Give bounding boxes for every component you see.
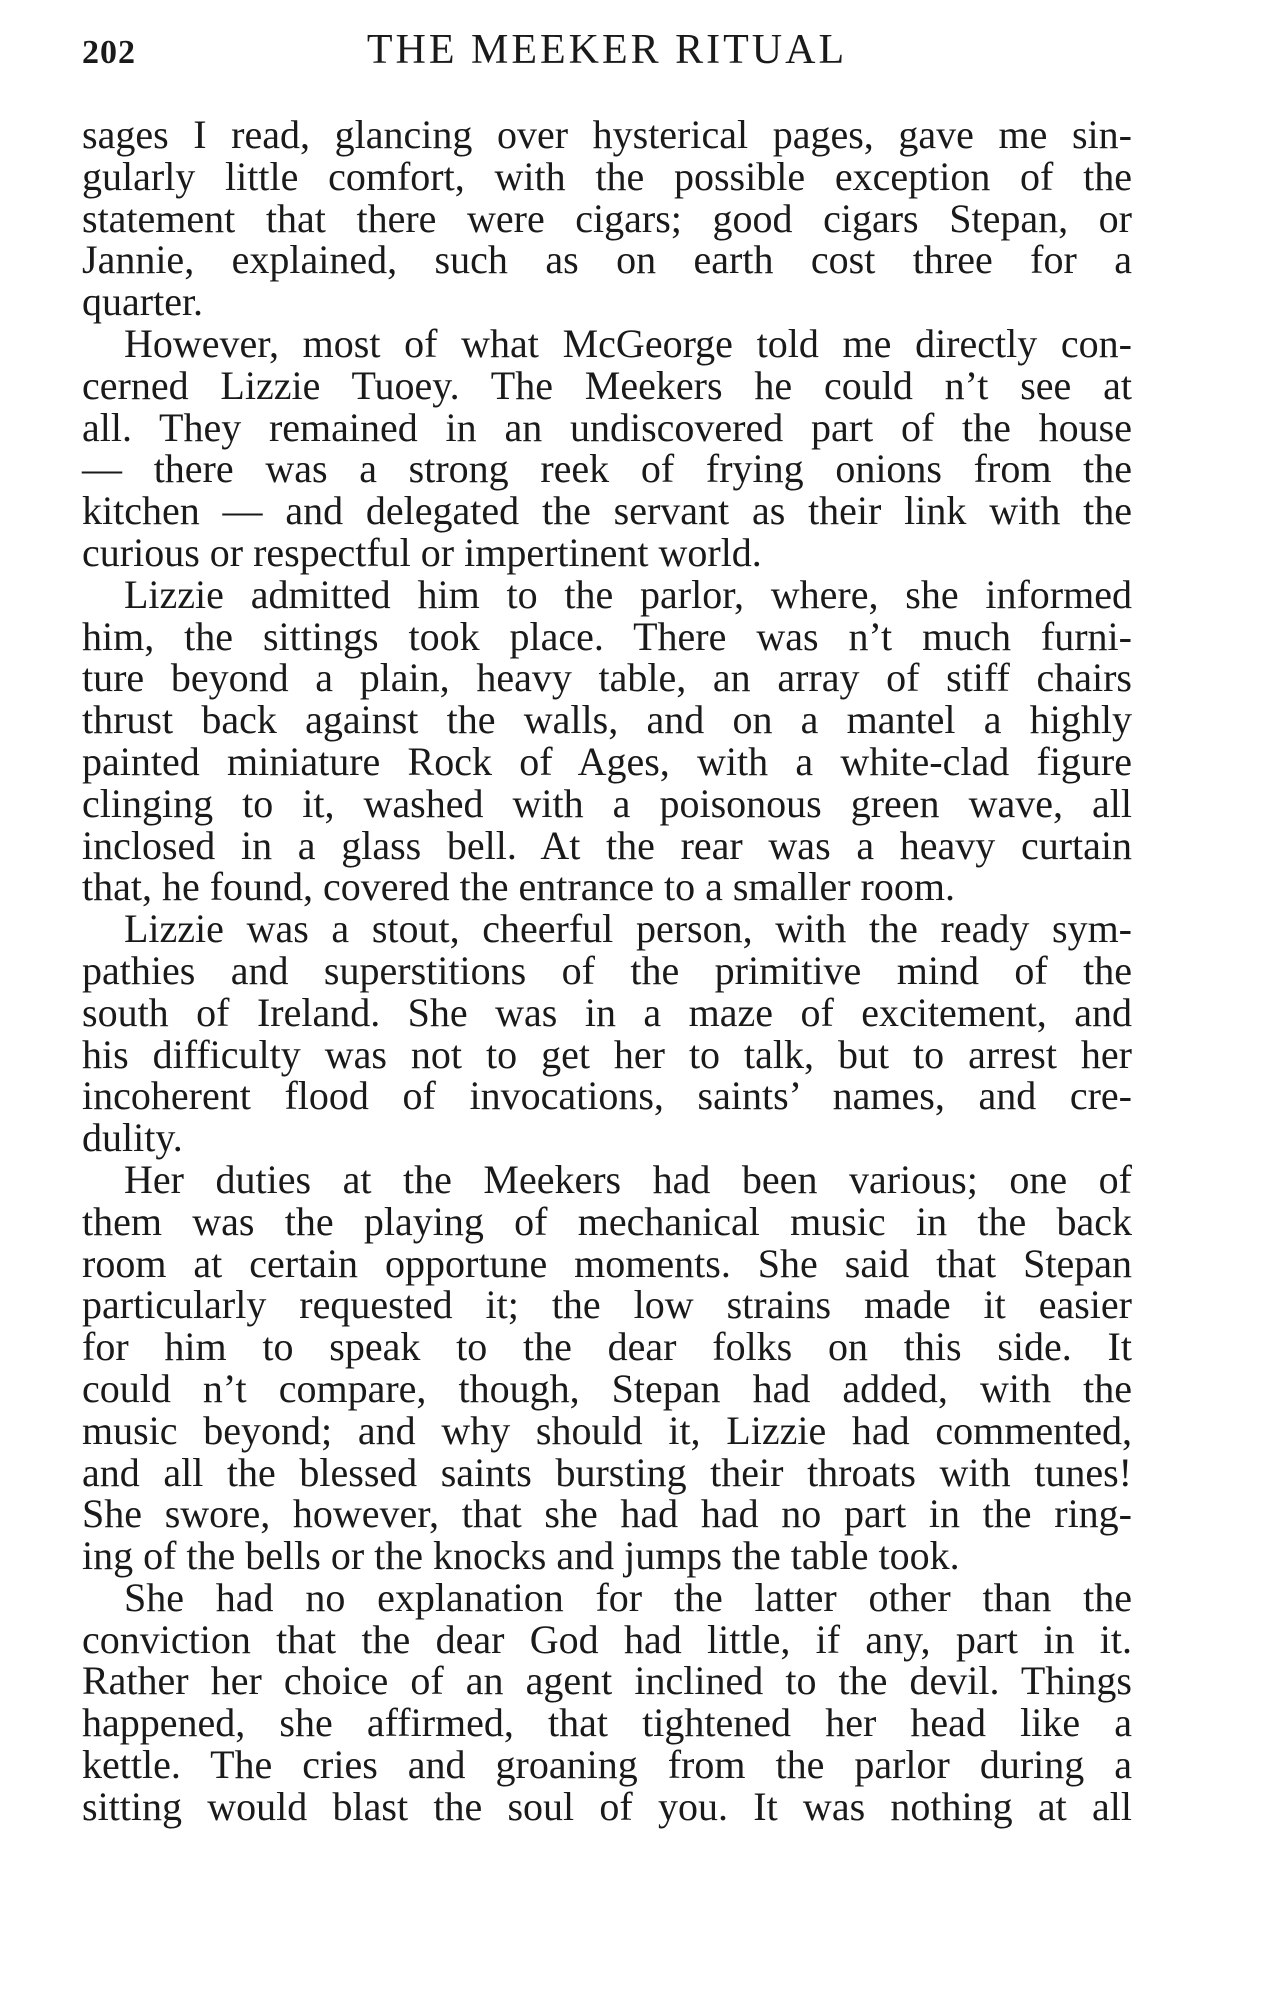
paragraph [82,114,1132,323]
text-line: — there was a strong reek of frying onions from the [82,446,1132,492]
text-line: statement that there were cigars; good cigars Stepan, or [82,195,1132,241]
text-line: sages I read, glancing over hysterical pages, gave me sin- [82,112,1132,157]
text-line: ing of the bells or the knocks and jumps the table took. [82,1533,960,1579]
text-line: gularly little comfort, with the possible exception of the [82,153,1132,199]
page-header [82,26,1132,86]
paragraph [82,320,1132,575]
text-line: particularly requested it; the low strains made it easier [82,1282,1132,1328]
text-line: south of Ireland. She was in a maze of excitement, and [82,989,1132,1035]
paragraph [82,1574,1132,1829]
paragraph [82,571,1132,910]
text-line: She swore, however, that she had had no part in the ring- [82,1491,1132,1537]
text-line: that, he found, covered the entrance to a smaller room. [82,864,955,910]
text-line: Her duties at the Meekers had been various; one of [124,1156,1132,1202]
text-line: kettle. The cries and groaning from the parlor during a [82,1742,1132,1788]
text-line: ture beyond a plain, heavy table, an array of stiff chairs [82,655,1132,701]
text-line: quarter. [82,279,204,325]
text-line: all. They remained in an undiscovered part of the house [82,404,1132,450]
text-line: music beyond; and why should it, Lizzie had commented, [82,1407,1132,1453]
text-line: Rather her choice of an agent inclined to the devil. Things [82,1658,1132,1704]
text-line: However, most of what McGeorge told me directly con- [124,320,1132,366]
text-line: incoherent flood of invocations, saints’ names, and cre- [82,1073,1132,1119]
text-line: for him to speak to the dear folks on this side. It [82,1324,1132,1370]
text-line: inclosed in a glass bell. At the rear was a heavy curtain [82,822,1132,868]
running-head: THE MEEKER RITUAL [366,27,848,73]
text-line: curious or respectful or impertinent world. [82,529,762,575]
text-line: Jannie, explained, such as on earth cost three for a [82,237,1132,283]
text-line: happened, she affirmed, that tightened her head like a [82,1700,1132,1746]
paragraph [82,908,1132,1159]
text-line: Lizzie was a stout, cheerful person, with the ready sym- [124,906,1132,952]
text-line: his difficulty was not to get her to talk, but to arrest her [82,1031,1132,1077]
text-line: pathies and superstitions of the primitive mind of the [82,947,1132,993]
text-line: him, the sittings took place. There was n’t much furni- [82,613,1132,659]
text-line: room at certain opportune moments. She said that Stepan [82,1240,1132,1286]
text-line: thrust back against the walls, and on a mantel a highly [82,697,1132,743]
text-line: them was the playing of mechanical music in the back [82,1198,1132,1244]
text-line: clinging to it, washed with a poisonous green wave, all [82,780,1132,826]
text-line: She had no explanation for the latter other than the [124,1574,1132,1620]
text-line: kitchen — and delegated the servant as their link with the [82,488,1132,534]
text-line: and all the blessed saints bursting their throats with tunes! [82,1449,1132,1495]
text-line: sitting would blast the soul of you. It was nothing at all [82,1783,1132,1829]
body-text [82,114,1132,1828]
text-line: painted miniature Rock of Ages, with a white-clad figure [82,738,1132,784]
text-line: could n’t compare, though, Stepan had added, with the [82,1365,1132,1411]
text-line: cerned Lizzie Tuoey. The Meekers he could n’t see at [82,362,1132,408]
text-line: conviction that the dear God had little, if any, part in it. [82,1616,1132,1662]
text-line: Lizzie admitted him to the parlor, where, she informed [124,571,1132,617]
page-number: 202 [82,34,136,71]
text-line: dulity. [82,1115,183,1161]
paragraph [82,1156,1132,1579]
